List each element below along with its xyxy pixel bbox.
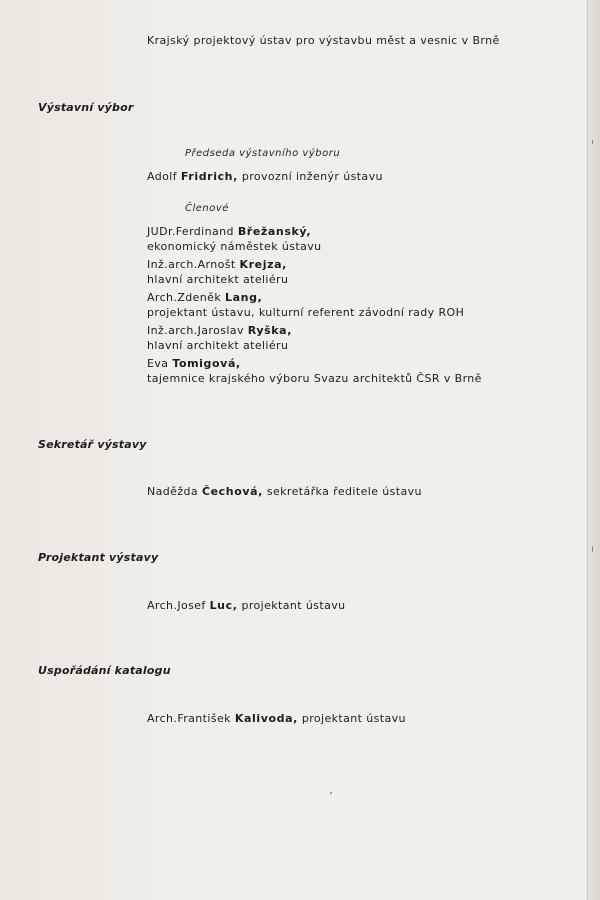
paper-speck (592, 546, 593, 552)
member-surname: Břežanský, (237, 225, 312, 238)
catalogue-surname: Kalivoda, (234, 712, 298, 725)
section-heading-secretary: Sekretář výstavy (38, 438, 147, 451)
member-role: projektant ústavu, kulturní referent závodní rady ROH (147, 306, 465, 319)
members-heading: Členové (185, 203, 229, 214)
member-prefix: Inž.arch.Jaroslav (147, 324, 244, 337)
member-role: ekonomický náměstek ústavu (147, 240, 322, 253)
designer-entry (147, 599, 346, 613)
section-heading-designer: Projektant výstavy (38, 551, 159, 564)
chair-name (147, 170, 383, 184)
page-right-edge (587, 0, 600, 900)
member-role: hlavní architekt ateliéru (147, 339, 289, 352)
designer-role: projektant ústavu (241, 599, 346, 612)
member-role: tajemnice krajského výboru Svazu architektů ČSR v Brně (147, 372, 482, 385)
member-prefix: Eva (147, 357, 169, 370)
designer-surname: Luc, (209, 599, 238, 612)
paper-speck (592, 140, 593, 144)
chair-heading: Předseda výstavního výboru (185, 148, 341, 159)
chair-role: provozní inženýr ústavu (241, 170, 383, 183)
designer-prefix: Arch.Josef (147, 599, 206, 612)
member-name (147, 324, 292, 338)
member-role: hlavní architekt ateliéru (147, 273, 289, 286)
member-surname: Lang, (225, 291, 263, 304)
catalogue-entry (147, 712, 406, 726)
member-name (147, 357, 241, 371)
organization-title: Krajský projektový ústav pro výstavbu měst a vesnic v Brně (147, 34, 500, 47)
secretary-prefix: Naděžda (147, 485, 199, 498)
member-prefix: Arch.Zdeněk (147, 291, 222, 304)
secretary-surname: Čechová, (201, 485, 263, 498)
member-prefix: Inž.arch.Arnošt (147, 258, 236, 271)
paper-speck (330, 792, 332, 794)
member-prefix: JUDr.Ferdinand (147, 225, 234, 238)
section-heading-committee: Výstavní výbor (38, 101, 134, 114)
member-name (147, 258, 287, 272)
chair-surname: Fridrich, (180, 170, 238, 183)
member-surname: Krejza, (239, 258, 287, 271)
member-name (147, 225, 311, 239)
member-surname: Tomigová, (172, 357, 241, 370)
member-name (147, 291, 262, 305)
member-surname: Ryška, (247, 324, 292, 337)
catalogue-role: projektant ústavu (301, 712, 406, 725)
section-heading-catalogue: Uspořádání katalogu (38, 664, 171, 677)
secretary-role: sekretářka ředitele ústavu (266, 485, 422, 498)
catalogue-prefix: Arch.František (147, 712, 231, 725)
chair-prefix: Adolf (147, 170, 177, 183)
secretary-entry (147, 485, 422, 499)
